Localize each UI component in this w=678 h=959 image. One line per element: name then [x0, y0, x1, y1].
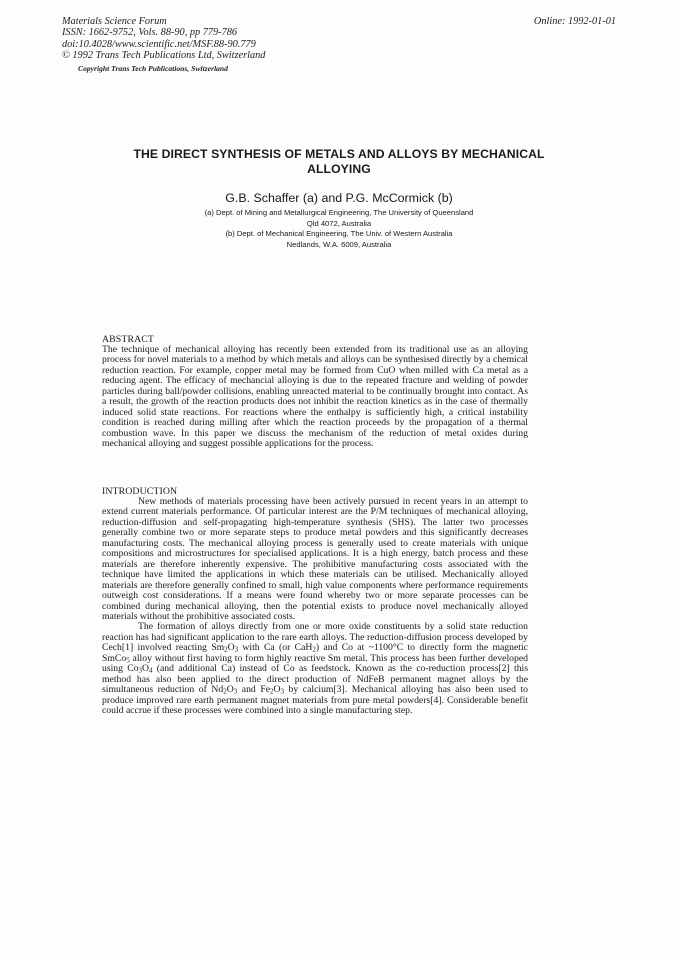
issn-line: ISSN: 1662-9752, Vols. 88-90, pp 779-786	[62, 27, 238, 39]
text-run: O	[142, 663, 150, 675]
introduction-heading: INTRODUCTION	[102, 486, 178, 497]
text-run: with Ca (or CaH	[238, 642, 313, 654]
subscript: 2	[224, 645, 228, 654]
subscript: 2	[270, 687, 274, 696]
subscript: 4	[149, 666, 153, 675]
title-line-1: THE DIRECT SYNTHESIS OF METALS AND ALLOYS BY MECHANICAL	[133, 147, 545, 161]
online-date: Online: 1992-01-01	[533, 16, 616, 27]
affiliation-line: Nedlands, W.A. 6009, Australia	[286, 239, 392, 249]
subscript: 3	[233, 687, 238, 696]
abstract-heading: ABSTRACT	[102, 334, 154, 345]
affiliation-line: Qld 4072, Australia	[306, 218, 372, 228]
subscript: 3	[234, 645, 239, 654]
text-run: by calcium[3]. Mechanical alloying has also been used to produce improved rare earth permanent magnet materials from pure metal powders[4]. Considerable benefit could accrue if these processes were combined into a single manufacturing step.	[102, 684, 528, 717]
title-line-2: ALLOYING	[307, 161, 371, 176]
journal-meta	[62, 16, 265, 74]
abstract-text: The technique of mechanical alloying has recently been extended from its traditional use as an alloying process for novel materials to a method by which metals and alloys can be synthesised directly by a chemical reduction reaction. For example, copper metal may be formed from CuO when milled with Ca metal as a reducing agent. The efficacy of mechancial alloying is due to the repeated fracture and welding of powder particles during ball/powder collisions, enabling unreacted material to be continually brought into contact. As a result, the growth of the reaction products does not inhibit the reaction kinetics as in the case of thermally induced solid state reactions. For reactions where the enthalpy is sufficiently high, a critical instability condition is reached during milling after which the reaction proceeds by the propagation of a thermal combustion wave. In this paper we discuss the mechanism of the reduction of metal oxides during mechanical alloying and suggest possible applications for the process.	[102, 344, 528, 450]
paper-title	[92, 147, 586, 176]
doi-line: doi:10.4028/www.scientific.net/MSF.88-90.779	[62, 38, 256, 50]
subscript: 2	[312, 645, 316, 654]
text-run: and Fe	[237, 684, 271, 696]
introduction-paragraph-2	[102, 622, 528, 716]
copyright-line: © 1992 Trans Tech Publications Ltd, Switzerland	[62, 50, 266, 62]
introduction-paragraph-1: New methods of materials processing have been actively pursued in recent years in an attempt to extend current materials performance. Of particular interest are the P/M techniques of mechanical alloying, reduction-diffusion and self-propagating high-temperature synthesis (SHS). The latter two processes generally combine two or more separate steps to produce metal powders and this significantly decreases manufacturing costs. The mechanical alloying process is generally used to create materials with unique compositions and microstructures for specialised applications. It is a high energy, batch process and these materials are therefore inherently expensive. The prohibitive manufacturing costs associated with the technique have limited the applications in which these materials can be utilised. Mechanically alloyed materials are therefore generally confined to small, high value components where performance requirements outweigh cost considerations. If a means were found whereby two or more separate processes can be combined during mechanical alloying, then the potential exists to produce novel mechanically alloyed materials without the prohibitive associated costs.	[102, 496, 528, 622]
abstract-section	[102, 334, 528, 450]
text-run: The formation of alloys directly from one or more oxide constituents by a solid state reduction reaction has had significant application to the rare earth alloys. The reduction-diffusion process developed by Cech[1] involved reacting Sm	[102, 621, 528, 654]
subscript: 2	[223, 687, 227, 696]
text-run: (and additional Ca) instead of Co as feedstock. Known as the co-reduction process[2] this method has also been applied to the direct production of NdFeB permanent magnet alloys by the simultaneous reduction of Nd	[102, 663, 528, 696]
text-run: ) and Co at ~1100°C to directly form the magnetic SmCo	[102, 642, 528, 664]
subscript: 5	[126, 656, 130, 665]
subscript: 3	[138, 666, 143, 675]
authors: G.B. Schaffer (a) and P.G. McCormick (b)	[225, 191, 453, 205]
affiliations	[92, 208, 586, 250]
text-run: O	[273, 684, 281, 696]
text-run: alloy without first having to form highly reactive Sm metal. This process has been further developed using Co	[102, 652, 528, 675]
introduction-section	[102, 486, 528, 717]
affiliation-line: (b) Dept. of Mechanical Engineering, The Univ. of Western Australia	[225, 229, 453, 239]
affiliation-line: (a) Dept. of Mining and Metallurgical Engineering, The University of Queensland	[204, 208, 474, 217]
journal-name: Materials Science Forum	[62, 16, 167, 27]
copyright-small: Copyright Trans Tech Publications, Switzerland	[78, 63, 228, 73]
text-run: O	[227, 642, 235, 654]
subscript: 3	[280, 687, 285, 696]
text-run: O	[226, 684, 234, 696]
